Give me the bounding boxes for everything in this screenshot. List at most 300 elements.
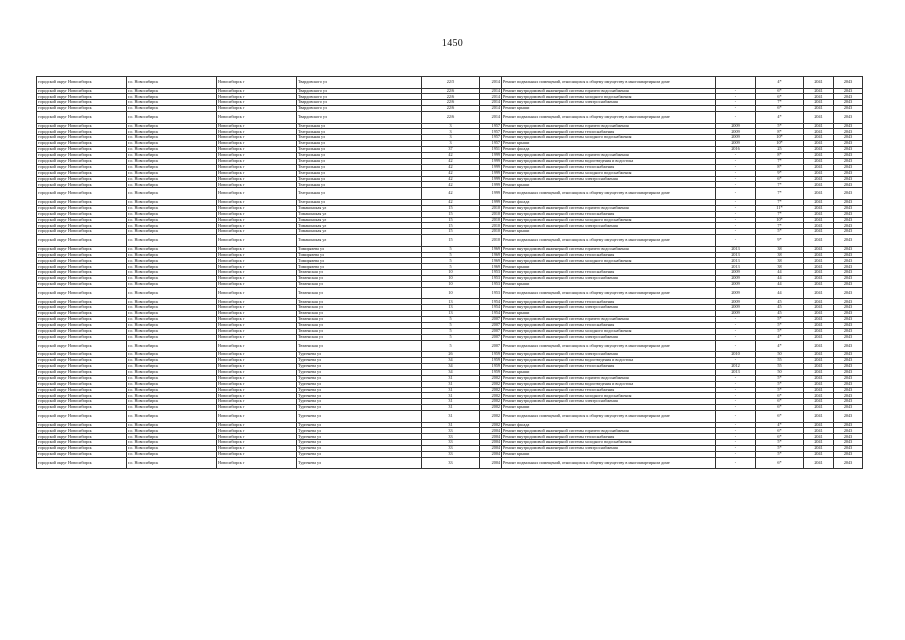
cell-house: 31 [422, 381, 480, 387]
cell-build-year: 1969 [480, 252, 502, 258]
cell-okrug: городской округ Новосибирск [37, 270, 127, 276]
cell-house: 3 [422, 135, 480, 141]
cell-prev-repair: - [716, 188, 756, 200]
cell-okrug: городской округ Новосибирск [37, 129, 127, 135]
cell-okrug: городской округ Новосибирск [37, 434, 127, 440]
cell-period-start: 2041 [804, 123, 834, 129]
cell-settlement: Новосибирск г [217, 334, 297, 340]
cell-period-start: 2041 [804, 411, 834, 423]
cell-municipality: г.о. Новосибирск [127, 188, 217, 200]
cell-period-end: 2043 [834, 158, 863, 164]
cell-house: 15 [422, 223, 480, 229]
cell-prev-repair: 2013 [716, 369, 756, 375]
cell-municipality: г.о. Новосибирск [127, 199, 217, 205]
cell-period-start: 2041 [804, 176, 834, 182]
cell-period-start: 2041 [804, 305, 834, 311]
cell-okrug: городской округ Новосибирск [37, 422, 127, 428]
cell-period-end: 2043 [834, 352, 863, 358]
cell-house: 22/6 [422, 88, 480, 94]
cell-build-year: 2014 [480, 112, 502, 124]
cell-house: 5 [422, 323, 480, 329]
cell-build-year: 2014 [480, 94, 502, 100]
cell-work-type: Ремонт подвальных помещений, относящихся к общему имуществу в многоквартирном доме [502, 235, 716, 247]
cell-work-type: Ремонт внутридомовой инженерной системы горячего водоснабжения [502, 428, 716, 434]
cell-period-end: 2043 [834, 299, 863, 305]
cell-municipality: г.о. Новосибирск [127, 211, 217, 217]
cell-okrug: городской округ Новосибирск [37, 340, 127, 352]
cell-settlement: Новосибирск г [217, 317, 297, 323]
cell-period-end: 2043 [834, 170, 863, 176]
cell-settlement: Новосибирск г [217, 112, 297, 124]
cell-build-year: 1959 [480, 352, 502, 358]
cell-municipality: г.о. Новосибирск [127, 299, 217, 305]
cell-period-end: 2043 [834, 358, 863, 364]
cell-build-year: 2010 [480, 205, 502, 211]
cell-prev-repair: - [716, 176, 756, 182]
cell-build-year: 2010 [480, 211, 502, 217]
cell-okrug: городской округ Новосибирск [37, 405, 127, 411]
cell-period-start: 2041 [804, 352, 834, 358]
cell-house: 5 [422, 340, 480, 352]
cell-okrug: городской округ Новосибирск [37, 457, 127, 469]
cell-municipality: г.о. Новосибирск [127, 328, 217, 334]
cell-period-start: 2041 [804, 88, 834, 94]
cell-prev-repair: 2009 [716, 270, 756, 276]
cell-period-start: 2041 [804, 211, 834, 217]
cell-planned-year: 8* [756, 153, 804, 159]
cell-period-start: 2041 [804, 434, 834, 440]
cell-street: Тургенева ул [297, 399, 422, 405]
cell-prev-repair: 2009 [716, 282, 756, 288]
cell-planned-year: 5* [756, 387, 804, 393]
cell-period-end: 2043 [834, 223, 863, 229]
cell-prev-repair: - [716, 399, 756, 405]
cell-prev-repair: - [716, 434, 756, 440]
cell-settlement: Новосибирск г [217, 182, 297, 188]
cell-okrug: городской округ Новосибирск [37, 375, 127, 381]
cell-planned-year: 44 [756, 276, 804, 282]
cell-work-type: Ремонт крыши [502, 229, 716, 235]
cell-work-type: Ремонт фасада [502, 422, 716, 428]
cell-period-start: 2041 [804, 440, 834, 446]
cell-house: 5 [422, 334, 480, 340]
cell-work-type: Ремонт внутридомовой инженерной системы электроснабжения [502, 305, 716, 311]
cell-build-year: 1959 [480, 363, 502, 369]
cell-planned-year: 6* [756, 405, 804, 411]
cell-okrug: городской округ Новосибирск [37, 305, 127, 311]
cell-work-type: Ремонт внутридомовой инженерной системы водоотведения и водостока [502, 158, 716, 164]
cell-okrug: городской округ Новосибирск [37, 311, 127, 317]
cell-settlement: Новосибирск г [217, 323, 297, 329]
cell-work-type: Ремонт внутридомовой инженерной системы холодного водоснабжения [502, 94, 716, 100]
cell-period-start: 2041 [804, 334, 834, 340]
cell-municipality: г.о. Новосибирск [127, 381, 217, 387]
cell-municipality: г.о. Новосибирск [127, 270, 217, 276]
cell-build-year: 2004 [480, 457, 502, 469]
cell-period-start: 2041 [804, 100, 834, 106]
cell-planned-year: 6* [756, 393, 804, 399]
cell-okrug: городской округ Новосибирск [37, 387, 127, 393]
cell-municipality: г.о. Новосибирск [127, 282, 217, 288]
cell-period-start: 2041 [804, 229, 834, 235]
cell-municipality: г.о. Новосибирск [127, 88, 217, 94]
table-row [37, 77, 863, 89]
cell-period-end: 2043 [834, 323, 863, 329]
cell-period-start: 2041 [804, 323, 834, 329]
cell-okrug: городской округ Новосибирск [37, 229, 127, 235]
cell-period-end: 2043 [834, 317, 863, 323]
cell-house: 10 [422, 287, 480, 299]
cell-build-year: 2002 [480, 422, 502, 428]
cell-settlement: Новосибирск г [217, 235, 297, 247]
cell-settlement: Новосибирск г [217, 135, 297, 141]
cell-build-year: 2007 [480, 328, 502, 334]
cell-build-year: 2010 [480, 223, 502, 229]
cell-municipality: г.о. Новосибирск [127, 363, 217, 369]
table-row [37, 411, 863, 423]
cell-period-end: 2043 [834, 387, 863, 393]
cell-build-year: 1951 [480, 147, 502, 153]
cell-build-year: 1969 [480, 246, 502, 252]
cell-work-type: Ремонт подвальных помещений, относящихся к общему имуществу в многоквартирном доме [502, 188, 716, 200]
cell-work-type: Ремонт внутридомовой инженерной системы электроснабжения [502, 276, 716, 282]
cell-period-end: 2043 [834, 434, 863, 440]
cell-settlement: Новосибирск г [217, 264, 297, 270]
cell-prev-repair: - [716, 164, 756, 170]
cell-planned-year: 4* [756, 340, 804, 352]
cell-settlement: Новосибирск г [217, 77, 297, 89]
cell-period-start: 2041 [804, 182, 834, 188]
cell-street: Тургенева ул [297, 352, 422, 358]
cell-period-end: 2043 [834, 205, 863, 211]
cell-house: 34 [422, 363, 480, 369]
cell-planned-year: 25 [756, 147, 804, 153]
cell-planned-year: 8* [756, 164, 804, 170]
cell-street: Тюменская ул [297, 276, 422, 282]
cell-planned-year: 4* [756, 77, 804, 89]
cell-period-end: 2043 [834, 112, 863, 124]
cell-settlement: Новосибирск г [217, 188, 297, 200]
cell-okrug: городской округ Новосибирск [37, 158, 127, 164]
cell-settlement: Новосибирск г [217, 88, 297, 94]
cell-build-year: 1999 [480, 170, 502, 176]
cell-period-end: 2043 [834, 211, 863, 217]
cell-prev-repair: - [716, 199, 756, 205]
cell-work-type: Ремонт внутридомовой инженерной системы теплоснабжения [502, 387, 716, 393]
cell-municipality: г.о. Новосибирск [127, 235, 217, 247]
cell-work-type: Ремонт внутридомовой инженерной системы горячего водоснабжения [502, 375, 716, 381]
cell-municipality: г.о. Новосибирск [127, 164, 217, 170]
cell-street: Тимакинская ул [297, 217, 422, 223]
cell-work-type: Ремонт внутридомовой инженерной системы электроснабжения [502, 352, 716, 358]
cell-prev-repair: - [716, 235, 756, 247]
cell-municipality: г.о. Новосибирск [127, 106, 217, 112]
table-row [37, 188, 863, 200]
cell-period-end: 2043 [834, 199, 863, 205]
cell-municipality: г.о. Новосибирск [127, 411, 217, 423]
cell-house: 34 [422, 358, 480, 364]
cell-settlement: Новосибирск г [217, 282, 297, 288]
cell-municipality: г.о. Новосибирск [127, 135, 217, 141]
cell-house: 31 [422, 375, 480, 381]
cell-municipality: г.о. Новосибирск [127, 305, 217, 311]
cell-okrug: городской округ Новосибирск [37, 352, 127, 358]
cell-period-start: 2041 [804, 399, 834, 405]
cell-planned-year: 5* [756, 446, 804, 452]
cell-street: Театральная ул [297, 158, 422, 164]
cell-work-type: Ремонт внутридомовой инженерной системы электроснабжения [502, 446, 716, 452]
cell-period-start: 2041 [804, 287, 834, 299]
cell-settlement: Новосибирск г [217, 446, 297, 452]
cell-period-end: 2043 [834, 446, 863, 452]
cell-settlement: Новосибирск г [217, 94, 297, 100]
cell-period-end: 2043 [834, 123, 863, 129]
cell-planned-year: 44 [756, 270, 804, 276]
cell-planned-year: 7* [756, 223, 804, 229]
cell-planned-year: 10* [756, 217, 804, 223]
cell-street: Твардовского ул [297, 106, 422, 112]
cell-settlement: Новосибирск г [217, 223, 297, 229]
cell-street: Тюменская ул [297, 287, 422, 299]
cell-planned-year: 7* [756, 158, 804, 164]
cell-house: 5 [422, 264, 480, 270]
cell-planned-year: 9* [756, 235, 804, 247]
cell-work-type: Ремонт внутридомовой инженерной системы электроснабжения [502, 334, 716, 340]
cell-period-start: 2041 [804, 369, 834, 375]
cell-work-type: Ремонт внутридомовой инженерной системы теплоснабжения [502, 270, 716, 276]
cell-prev-repair: 2009 [716, 129, 756, 135]
cell-house: 10 [422, 282, 480, 288]
cell-build-year: 2010 [480, 229, 502, 235]
cell-work-type: Ремонт внутридомовой инженерной системы водоотведения и водостока [502, 358, 716, 364]
cell-settlement: Новосибирск г [217, 369, 297, 375]
table-row [37, 287, 863, 299]
cell-house: 37 [422, 147, 480, 153]
cell-work-type: Ремонт крыши [502, 452, 716, 458]
cell-build-year: 1957 [480, 141, 502, 147]
cell-prev-repair: - [716, 340, 756, 352]
table-row [37, 112, 863, 124]
cell-planned-year: 5* [756, 323, 804, 329]
cell-settlement: Новосибирск г [217, 211, 297, 217]
cell-work-type: Ремонт внутридомовой инженерной системы электроснабжения [502, 399, 716, 405]
cell-municipality: г.о. Новосибирск [127, 252, 217, 258]
cell-street: Тургенева ул [297, 452, 422, 458]
cell-build-year: 2004 [480, 440, 502, 446]
cell-house: 22/6 [422, 112, 480, 124]
cell-period-end: 2043 [834, 217, 863, 223]
cell-planned-year: 45 [756, 305, 804, 311]
cell-municipality: г.о. Новосибирск [127, 446, 217, 452]
cell-planned-year: 6* [756, 428, 804, 434]
cell-house: 31 [422, 399, 480, 405]
cell-period-end: 2043 [834, 164, 863, 170]
cell-work-type: Ремонт подвальных помещений, относящихся к общему имуществу в многоквартирном доме [502, 287, 716, 299]
cell-period-start: 2041 [804, 358, 834, 364]
cell-house: 10 [422, 276, 480, 282]
cell-work-type: Ремонт фасада [502, 199, 716, 205]
cell-period-end: 2043 [834, 328, 863, 334]
cell-okrug: городской округ Новосибирск [37, 94, 127, 100]
cell-house: 15 [422, 235, 480, 247]
cell-house: 15 [422, 205, 480, 211]
cell-build-year: 2010 [480, 235, 502, 247]
cell-planned-year: 9* [756, 170, 804, 176]
cell-build-year: 2004 [480, 428, 502, 434]
cell-work-type: Ремонт внутридомовой инженерной системы электроснабжения [502, 176, 716, 182]
cell-street: Твардовского ул [297, 100, 422, 106]
cell-street: Тюменская ул [297, 282, 422, 288]
cell-period-end: 2043 [834, 246, 863, 252]
cell-period-end: 2043 [834, 100, 863, 106]
cell-period-start: 2041 [804, 94, 834, 100]
cell-build-year: 2004 [480, 446, 502, 452]
cell-period-end: 2043 [834, 276, 863, 282]
cell-okrug: городской округ Новосибирск [37, 411, 127, 423]
cell-planned-year: 5* [756, 123, 804, 129]
cell-work-type: Ремонт внутридомовой инженерной системы горячего водоснабжения [502, 88, 716, 94]
cell-build-year: 1954 [480, 305, 502, 311]
cell-build-year: 2004 [480, 452, 502, 458]
cell-house: 42 [422, 182, 480, 188]
cell-house: 22/6 [422, 100, 480, 106]
cell-settlement: Новосибирск г [217, 158, 297, 164]
cell-municipality: г.о. Новосибирск [127, 428, 217, 434]
cell-street: Тюменская ул [297, 299, 422, 305]
cell-planned-year: 44 [756, 282, 804, 288]
cell-work-type: Ремонт подвальных помещений, относящихся к общему имуществу в многоквартирном доме [502, 457, 716, 469]
cell-period-end: 2043 [834, 94, 863, 100]
cell-planned-year: 5* [756, 328, 804, 334]
cell-work-type: Ремонт внутридомовой инженерной системы теплоснабжения [502, 363, 716, 369]
cell-okrug: городской округ Новосибирск [37, 252, 127, 258]
cell-municipality: г.о. Новосибирск [127, 323, 217, 329]
cell-period-end: 2043 [834, 305, 863, 311]
cell-street: Тургенева ул [297, 457, 422, 469]
cell-build-year: 1959 [480, 358, 502, 364]
cell-house: 31 [422, 405, 480, 411]
cell-prev-repair: 2012 [716, 363, 756, 369]
cell-prev-repair: - [716, 440, 756, 446]
cell-street: Тургенева ул [297, 434, 422, 440]
cell-period-end: 2043 [834, 153, 863, 159]
cell-municipality: г.о. Новосибирск [127, 440, 217, 446]
cell-work-type: Ремонт подвальных помещений, относящихся к общему имуществу в многоквартирном доме [502, 340, 716, 352]
cell-work-type: Ремонт крыши [502, 311, 716, 317]
cell-municipality: г.о. Новосибирск [127, 123, 217, 129]
cell-prev-repair: 2013 [716, 264, 756, 270]
cell-build-year: 1999 [480, 158, 502, 164]
cell-municipality: г.о. Новосибирск [127, 334, 217, 340]
cell-municipality: г.о. Новосибирск [127, 317, 217, 323]
cell-okrug: городской округ Новосибирск [37, 282, 127, 288]
cell-period-end: 2043 [834, 182, 863, 188]
cell-work-type: Ремонт внутридомовой инженерной системы теплоснабжения [502, 434, 716, 440]
cell-period-start: 2041 [804, 141, 834, 147]
cell-municipality: г.о. Новосибирск [127, 358, 217, 364]
cell-planned-year: 5* [756, 381, 804, 387]
cell-okrug: городской округ Новосибирск [37, 276, 127, 282]
cell-work-type: Ремонт крыши [502, 369, 716, 375]
cell-house: 31 [422, 422, 480, 428]
cell-settlement: Новосибирск г [217, 252, 297, 258]
cell-planned-year: 11* [756, 205, 804, 211]
cell-okrug: городской округ Новосибирск [37, 217, 127, 223]
cell-okrug: городской округ Новосибирск [37, 205, 127, 211]
cell-municipality: г.о. Новосибирск [127, 457, 217, 469]
cell-municipality: г.о. Новосибирск [127, 258, 217, 264]
cell-okrug: городской округ Новосибирск [37, 123, 127, 129]
cell-planned-year: 44 [756, 287, 804, 299]
cell-prev-repair: - [716, 428, 756, 434]
cell-municipality: г.о. Новосибирск [127, 352, 217, 358]
cell-work-type: Ремонт внутридомовой инженерной системы холодного водоснабжения [502, 170, 716, 176]
cell-settlement: Новосибирск г [217, 399, 297, 405]
cell-planned-year: 5* [756, 452, 804, 458]
cell-municipality: г.о. Новосибирск [127, 77, 217, 89]
cell-street: Тургенева ул [297, 381, 422, 387]
cell-planned-year: 50 [756, 369, 804, 375]
cell-period-start: 2041 [804, 158, 834, 164]
cell-period-start: 2041 [804, 270, 834, 276]
cell-period-end: 2043 [834, 405, 863, 411]
cell-street: Тургенева ул [297, 428, 422, 434]
cell-house: 26 [422, 352, 480, 358]
cell-municipality: г.о. Новосибирск [127, 311, 217, 317]
cell-house: 33 [422, 434, 480, 440]
cell-settlement: Новосибирск г [217, 164, 297, 170]
cell-build-year: 2007 [480, 317, 502, 323]
cell-settlement: Новосибирск г [217, 393, 297, 399]
cell-period-start: 2041 [804, 457, 834, 469]
cell-work-type: Ремонт крыши [502, 182, 716, 188]
cell-prev-repair: - [716, 452, 756, 458]
cell-municipality: г.о. Новосибирск [127, 393, 217, 399]
cell-street: Твардовского ул [297, 112, 422, 124]
cell-period-end: 2043 [834, 147, 863, 153]
cell-period-start: 2041 [804, 258, 834, 264]
cell-municipality: г.о. Новосибирск [127, 170, 217, 176]
cell-work-type: Ремонт внутридомовой инженерной системы теплоснабжения [502, 129, 716, 135]
cell-street: Тюменская ул [297, 311, 422, 317]
cell-prev-repair: 2013 [716, 252, 756, 258]
cell-period-end: 2043 [834, 340, 863, 352]
cell-okrug: городской округ Новосибирск [37, 77, 127, 89]
cell-house: 13 [422, 299, 480, 305]
cell-planned-year: 6* [756, 411, 804, 423]
cell-municipality: г.о. Новосибирск [127, 387, 217, 393]
cell-build-year: 2014 [480, 106, 502, 112]
cell-work-type: Ремонт внутридомовой инженерной системы горячего водоснабжения [502, 317, 716, 323]
cell-work-type: Ремонт внутридомовой инженерной системы холодного водоснабжения [502, 258, 716, 264]
cell-build-year: 1999 [480, 199, 502, 205]
cell-prev-repair: 2013 [716, 258, 756, 264]
cell-settlement: Новосибирск г [217, 141, 297, 147]
cell-street: Тюменская ул [297, 270, 422, 276]
cell-okrug: городской округ Новосибирск [37, 170, 127, 176]
cell-work-type: Ремонт внутридомовой инженерной системы теплоснабжения [502, 252, 716, 258]
cell-period-end: 2043 [834, 176, 863, 182]
cell-street: Тимакинская ул [297, 211, 422, 217]
cell-period-start: 2041 [804, 405, 834, 411]
cell-okrug: городской округ Новосибирск [37, 135, 127, 141]
cell-build-year: 2007 [480, 334, 502, 340]
cell-build-year: 2007 [480, 323, 502, 329]
cell-okrug: городской округ Новосибирск [37, 211, 127, 217]
cell-prev-repair: - [716, 457, 756, 469]
cell-period-end: 2043 [834, 282, 863, 288]
cell-okrug: городской округ Новосибирск [37, 369, 127, 375]
